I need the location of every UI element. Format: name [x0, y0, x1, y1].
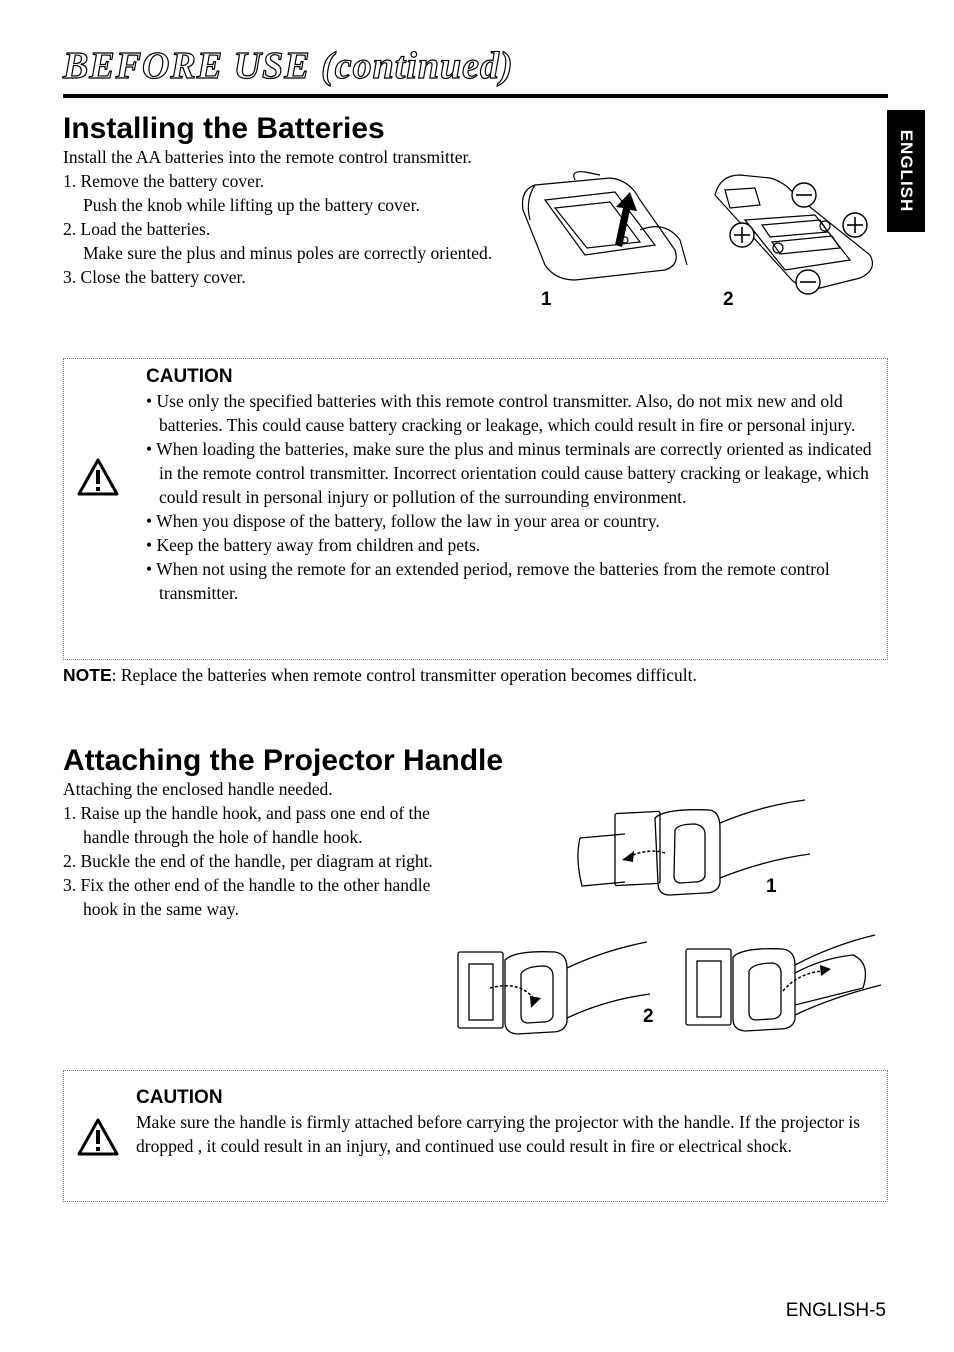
battery-figure-label-1: 1 [541, 289, 552, 310]
handle-step-2a-illustration [455, 940, 650, 1035]
handle-caution-box [63, 1070, 888, 1202]
plus-pole-icon [843, 213, 867, 237]
warning-triangle-icon [76, 457, 120, 497]
battery-note [63, 663, 888, 687]
batteries-instructions [63, 145, 493, 289]
batteries-step-1-detail: Push the knob while lifting up the battery cover. [83, 195, 420, 215]
battery-caution-bullet: • Use only the specified batteries with this remote control transmitter. Also, do not mix new and old batteries. This could cause battery cracking or leakage, which could result in fire or personal injury. [146, 391, 856, 435]
buckle-arrow-icon [530, 996, 541, 1008]
language-tab-label: ENGLISH [897, 129, 916, 213]
handle-caution-title: CAUTION [136, 1087, 223, 1108]
battery-caution-bullet: • When loading the batteries, make sure the plus and minus terminals are correctly oriented as indicated in the remote control transmitter. Incorrect orientation could cause battery cracking or leakage, which could result in personal injury or pollution of the surrounding environment. [146, 439, 872, 507]
handle-step-1: 1. Raise up the handle hook, and pass one end of the [63, 803, 430, 823]
batteries-step-2: 2. Load the batteries. [63, 219, 211, 239]
handle-step-2b-illustration [683, 933, 883, 1033]
handle-figure-label-1: 1 [766, 876, 777, 897]
insert-arrow-icon [622, 851, 634, 862]
section-heading-batteries: Installing the Batteries [63, 112, 385, 145]
handle-intro: Attaching the enclosed handle needed. [63, 779, 333, 799]
header-divider [63, 94, 888, 98]
handle-step-2: 2. Buckle the end of the handle, per diagram at right. [63, 851, 433, 871]
fasten-arrow-icon [820, 965, 831, 976]
handle-step-1-detail: handle through the hole of handle hook. [83, 827, 363, 847]
remote-battery-load-illustration [700, 170, 880, 300]
note-label: NOTE [63, 665, 112, 685]
handle-figure-label-2: 2 [643, 1006, 654, 1027]
battery-caution-bullet: • When you dispose of the battery, follow the law in your area or country. [146, 511, 660, 531]
remote-battery-cover-illustration [515, 170, 690, 290]
battery-figure-label-2: 2 [723, 289, 734, 310]
lift-arrow-icon [615, 192, 637, 247]
plus-pole-icon-2 [730, 223, 754, 247]
handle-step-3-detail: hook in the same way. [83, 899, 239, 919]
handle-caution-text: Make sure the handle is firmly attached before carrying the projector with the handle. If the projector is dropped , it could result in an injury, and continued use could result in fire or electrical shock. [136, 1112, 861, 1156]
page-number: ENGLISH-5 [785, 1300, 886, 1321]
batteries-step-1: 1. Remove the battery cover. [63, 171, 265, 191]
page-header-title: BEFORE USE (continued) [63, 45, 514, 87]
warning-triangle-icon [76, 1117, 120, 1157]
battery-caution-title: CAUTION [146, 366, 233, 387]
handle-instructions [63, 777, 513, 921]
language-side-tab [887, 110, 925, 232]
handle-step-3: 3. Fix the other end of the handle to the other handle [63, 875, 431, 895]
battery-caution-box [63, 358, 888, 660]
note-text: : Replace the batteries when remote control transmitter operation becomes difficult. [111, 665, 697, 685]
minus-pole-icon [792, 183, 816, 207]
batteries-step-3: 3. Close the battery cover. [63, 267, 246, 287]
battery-caution-bullet: • Keep the battery away from children and pets. [146, 535, 481, 555]
section-heading-handle: Attaching the Projector Handle [63, 744, 504, 777]
battery-caution-bullet: • When not using the remote for an extended period, remove the batteries from the remote control transmitter. [146, 559, 830, 603]
batteries-intro: Install the AA batteries into the remote control transmitter. [63, 147, 472, 167]
minus-pole-icon-2 [796, 270, 820, 294]
batteries-step-2-detail: Make sure the plus and minus poles are correctly oriented. [83, 243, 493, 263]
